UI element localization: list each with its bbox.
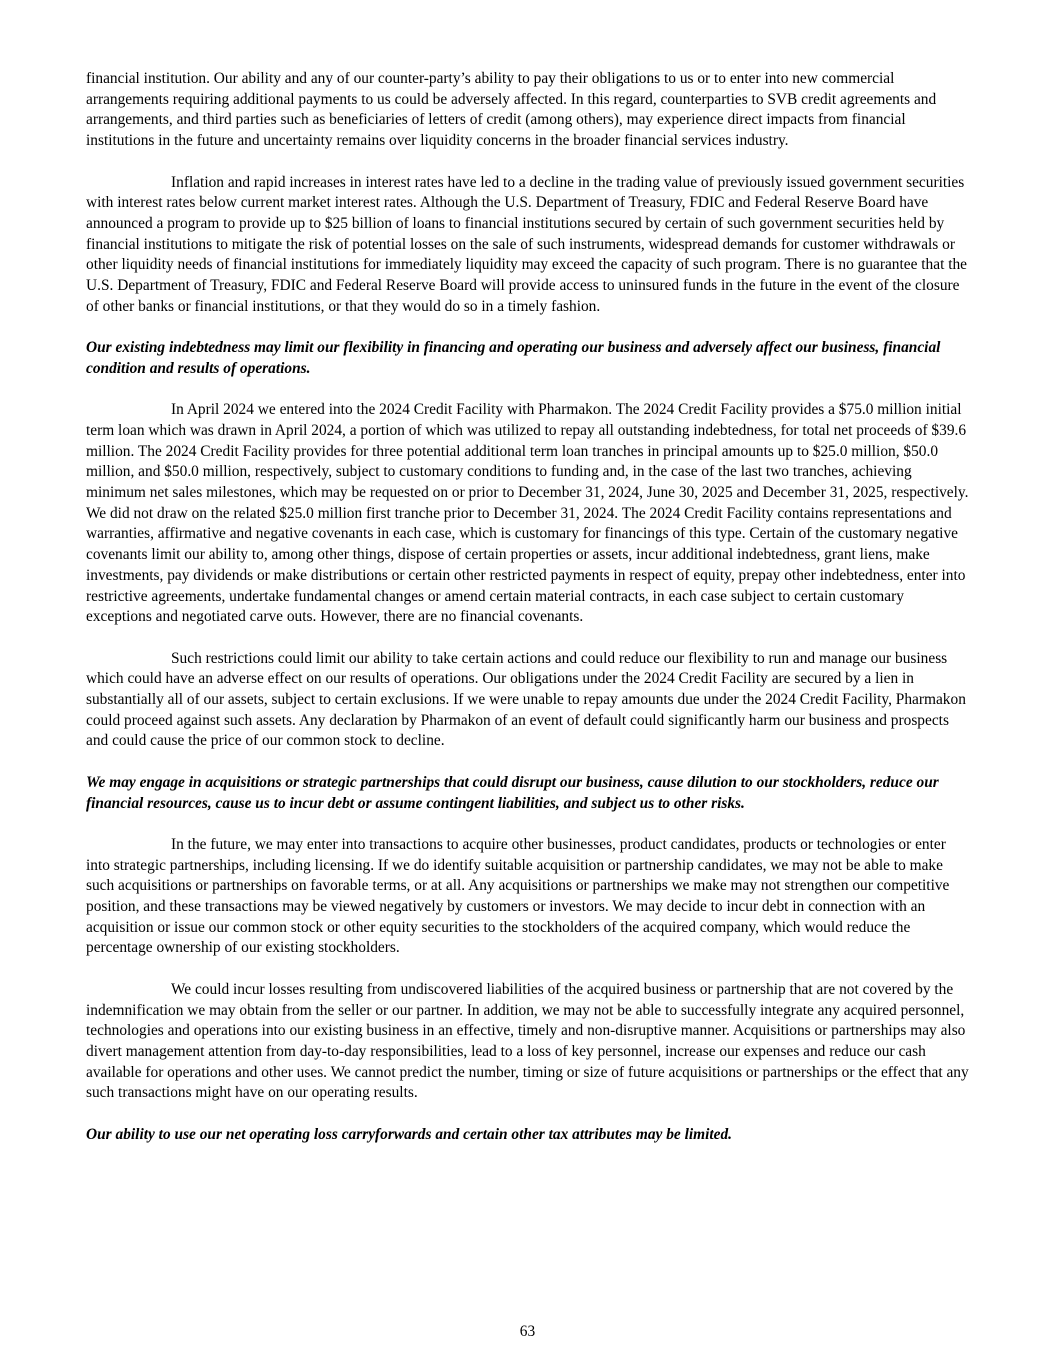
- paragraph-undiscovered-liabilities: We could incur losses resulting from undiscovered liabilities of the acquired business or partnership that are not covered by the indemnification we may obtain from the seller or our partner. In addition, we may not be able to successfully integrate any acquired personnel, technologies and operations into our existing business in an effective, timely and non-disruptive manner. Acquisitions or partnerships may also divert management attention from day-to-day responsibilities, lead to a loss of key personnel, increase our expenses and reduce our cash available for operations and other uses. We cannot predict the number, timing or size of future acquisitions or partnerships or the effect that any such transactions might have on our operating results.: [86, 980, 969, 1102]
- paragraph-gap: [86, 152, 970, 173]
- continuation-paragraph: financial institution. Our ability and any of our counter-party’s ability to pay their obligations to us or to enter into new commercial arrangements requiring additional payments to us could be adversely affected. In this regard, counterparties to SVB credit agreements and arrangements, and third parties such as beneficiaries of letters of credit (among others), may experience direct impacts from financial institutions in the future and uncertainty remains over liquidity concerns in the broader financial services industry.: [86, 70, 937, 150]
- paragraph-future-transactions: In the future, we may enter into transactions to acquire other businesses, product candidates, products or technologies or enter into strategic partnerships, including licensing. If we do identify suitable acquisition or partnership candidates, we may not be able to make such acquisitions or partnerships on favorable terms, or at all. Any acquisitions or partnerships we make may not strengthen our competitive position, and these transactions may be viewed negatively by customers or investors. We may decide to incur debt in connection with an acquisition or issue our common stock or other equity securities to the stockholders of the acquired company, which would reduce the percentage ownership of our existing stockholders.: [86, 835, 950, 957]
- paragraph-gap: [86, 814, 970, 835]
- paragraph-gap: [86, 752, 970, 773]
- paragraph-gap: [86, 628, 970, 649]
- paragraph-gap: [86, 317, 970, 338]
- page-number: 63: [519, 1323, 536, 1340]
- paragraph-gap: [86, 1104, 970, 1125]
- paragraph-credit-facility: In April 2024 we entered into the 2024 Credit Facility with Pharmakon. The 2024 Credit Facility provides a $75.0 million initial term loan which was drawn in April 2024, a portion of which was utilized to repay all outstanding indebtedness, for total net proceeds of $39.6 million. The 2024 Credit Facility provides for three potential additional term loan tranches in principal amounts up to $25.0 million, $50.0 million, and $50.0 million, respectively, subject to customary conditions to funding and, in the case of the last two tranches, achieving minimum net sales milestones, which may be requested on or prior to December 31, 2024, June 30, 2025 and December 31, 2025, respectively. We did not draw on the related $25.0 million first tranche prior to December 31, 2024. The 2024 Credit Facility contains representations and warranties, affirmative and negative covenants in each case, which is customary for financings of this type. Certain of the customary negative covenants limit our ability to, among other things, dispose of certain properties or assets, incur additional indebtedness, grant liens, make investments, pay dividends or make distributions or certain other restricted payments in respect of equity, prepay other indebtedness, enter into restrictive agreements, undertake fundamental changes or amend certain material contracts, in each case subject to certain customary exceptions and negotiated carve outs. However, there are no financial covenants.: [86, 401, 969, 626]
- risk-heading-acquisitions: We may engage in acquisitions or strategic partnerships that could disrupt our business, cause dilution to our stockholders, reduce our financial resources, cause us to incur debt or assume contingent liabilities, and subject us to other risks.: [86, 773, 939, 812]
- paragraph-interest-rates: Inflation and rapid increases in interest rates have led to a decline in the trading value of previously issued government securities with interest rates below current market interest rates. Although the U.S. Department of Treasury, FDIC and Federal Reserve Board have announced a program to provide up to $25 billion of loans to financial institutions secured by certain of such government securities held by financial institutions to mitigate the risk of potential losses on the sale of such instruments, widespread demands for customer withdrawals or other liquidity needs of financial institutions for immediately liquidity may exceed the capacity of such program. There is no guarantee that the U.S. Department of Treasury, FDIC and Federal Reserve Board will provide access to uninsured funds in the future in the event of the closure of other banks or financial institutions, or that they would do so in a timely fashion.: [86, 173, 967, 315]
- paragraph-gap: [86, 959, 970, 980]
- document-body: [86, 69, 970, 1145]
- risk-heading-nol-carryforwards: Our ability to use our net operating loss carryforwards and certain other tax attributes may be limited.: [86, 1125, 733, 1143]
- paragraph-restrictions: Such restrictions could limit our ability to take certain actions and could reduce our flexibility to run and manage our business which could have an adverse effect on our results of operations. Our obligations under the 2024 Credit Facility are secured by a lien in substantially all of our assets, subject to certain exclusions. If we were unable to repay amounts due under the 2024 Credit Facility, Pharmakon could proceed against such assets. Any declaration by Pharmakon of an event of default could significantly harm our business and prospects and could cause the price of our common stock to decline.: [86, 649, 966, 750]
- risk-heading-indebtedness: Our existing indebtedness may limit our flexibility in financing and operating our business and adversely affect our business, financial condition and results of operations.: [86, 339, 941, 377]
- paragraph-gap: [86, 380, 970, 401]
